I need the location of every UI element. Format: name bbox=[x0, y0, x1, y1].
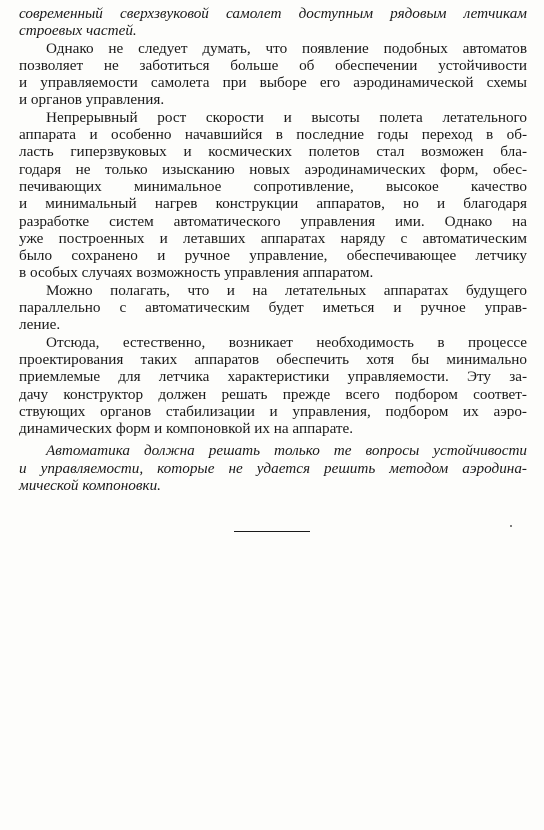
paragraph-5 bbox=[19, 334, 527, 438]
paragraph-2 bbox=[19, 40, 527, 109]
text-line: дачу конструктор должен решать прежде всего подбором соответ- bbox=[19, 385, 527, 403]
text-line: и управляемости, которые не удается решить методом аэродина- bbox=[19, 459, 527, 477]
text-line: годаря не только изысканию новых аэродинамических форм, обес- bbox=[19, 160, 527, 178]
text-line: ствующих органов стабилизации и управления, подбором их аэро- bbox=[19, 402, 527, 420]
text-line: в особых случаях возможность управления аппаратом. bbox=[19, 264, 374, 282]
text-line: современный сверхзвуковой самолет доступным рядовым летчикам bbox=[19, 5, 527, 22]
text-line: ласть гиперзвуковых и космических полетов стал возможен бла- bbox=[19, 143, 527, 161]
section-end-rule bbox=[234, 531, 310, 532]
text-line: Можно полагать, что и на летательных аппаратах будущего bbox=[46, 281, 527, 299]
text-line: Автоматика должна решать только те вопросы устойчивости bbox=[46, 442, 527, 460]
text-line: аппарата и особенно начавшийся в последние годы переход в об- bbox=[19, 126, 527, 144]
paper-speck bbox=[510, 525, 512, 527]
text-line: позволяет не заботиться больше об обеспечении устойчивости bbox=[19, 56, 527, 74]
text-line: мической компоновки. bbox=[19, 477, 161, 495]
text-line: динамических форм и компоновкой их на аппарате. bbox=[19, 420, 354, 438]
text-line: и органов управления. bbox=[19, 91, 165, 109]
text-line: Однако не следует думать, что появление подобных автоматов bbox=[46, 39, 527, 57]
text-line: разработке систем автоматического управления ими. Однако на bbox=[19, 212, 527, 230]
text-line: и управляемости самолета при выборе его аэродинамической схемы bbox=[19, 74, 527, 92]
text-line: проектирования таких аппаратов обеспечить хотя бы минимально bbox=[19, 350, 527, 368]
text-line: строевых частей. bbox=[19, 22, 137, 40]
paragraph-1 bbox=[19, 5, 527, 40]
body-text bbox=[19, 5, 527, 494]
paragraph-4 bbox=[19, 282, 527, 334]
text-line: было сохранено и ручное управление, обеспечивающее летчику bbox=[19, 247, 527, 265]
text-line: параллельно с автоматическим будет иметься и ручное управ- bbox=[19, 299, 527, 317]
paragraph-6 bbox=[19, 442, 527, 494]
text-line: печивающих минимальное сопротивление, высокое качество bbox=[19, 177, 527, 195]
text-line: уже построенных и летавших аппаратах наряду с автоматическим bbox=[19, 229, 527, 247]
text-line: ление. bbox=[19, 316, 61, 334]
paragraph-3 bbox=[19, 109, 527, 282]
text-line: приемлемые для летчика характеристики управляемости. Эту за- bbox=[19, 368, 527, 386]
text-line: и минимальный нагрев конструкции аппаратов, но и благодаря bbox=[19, 195, 527, 213]
text-line: Непрерывный рост скорости и высоты полета летательного bbox=[46, 108, 527, 126]
text-line: Отсюда, естественно, возникает необходимость в процессе bbox=[46, 333, 527, 351]
